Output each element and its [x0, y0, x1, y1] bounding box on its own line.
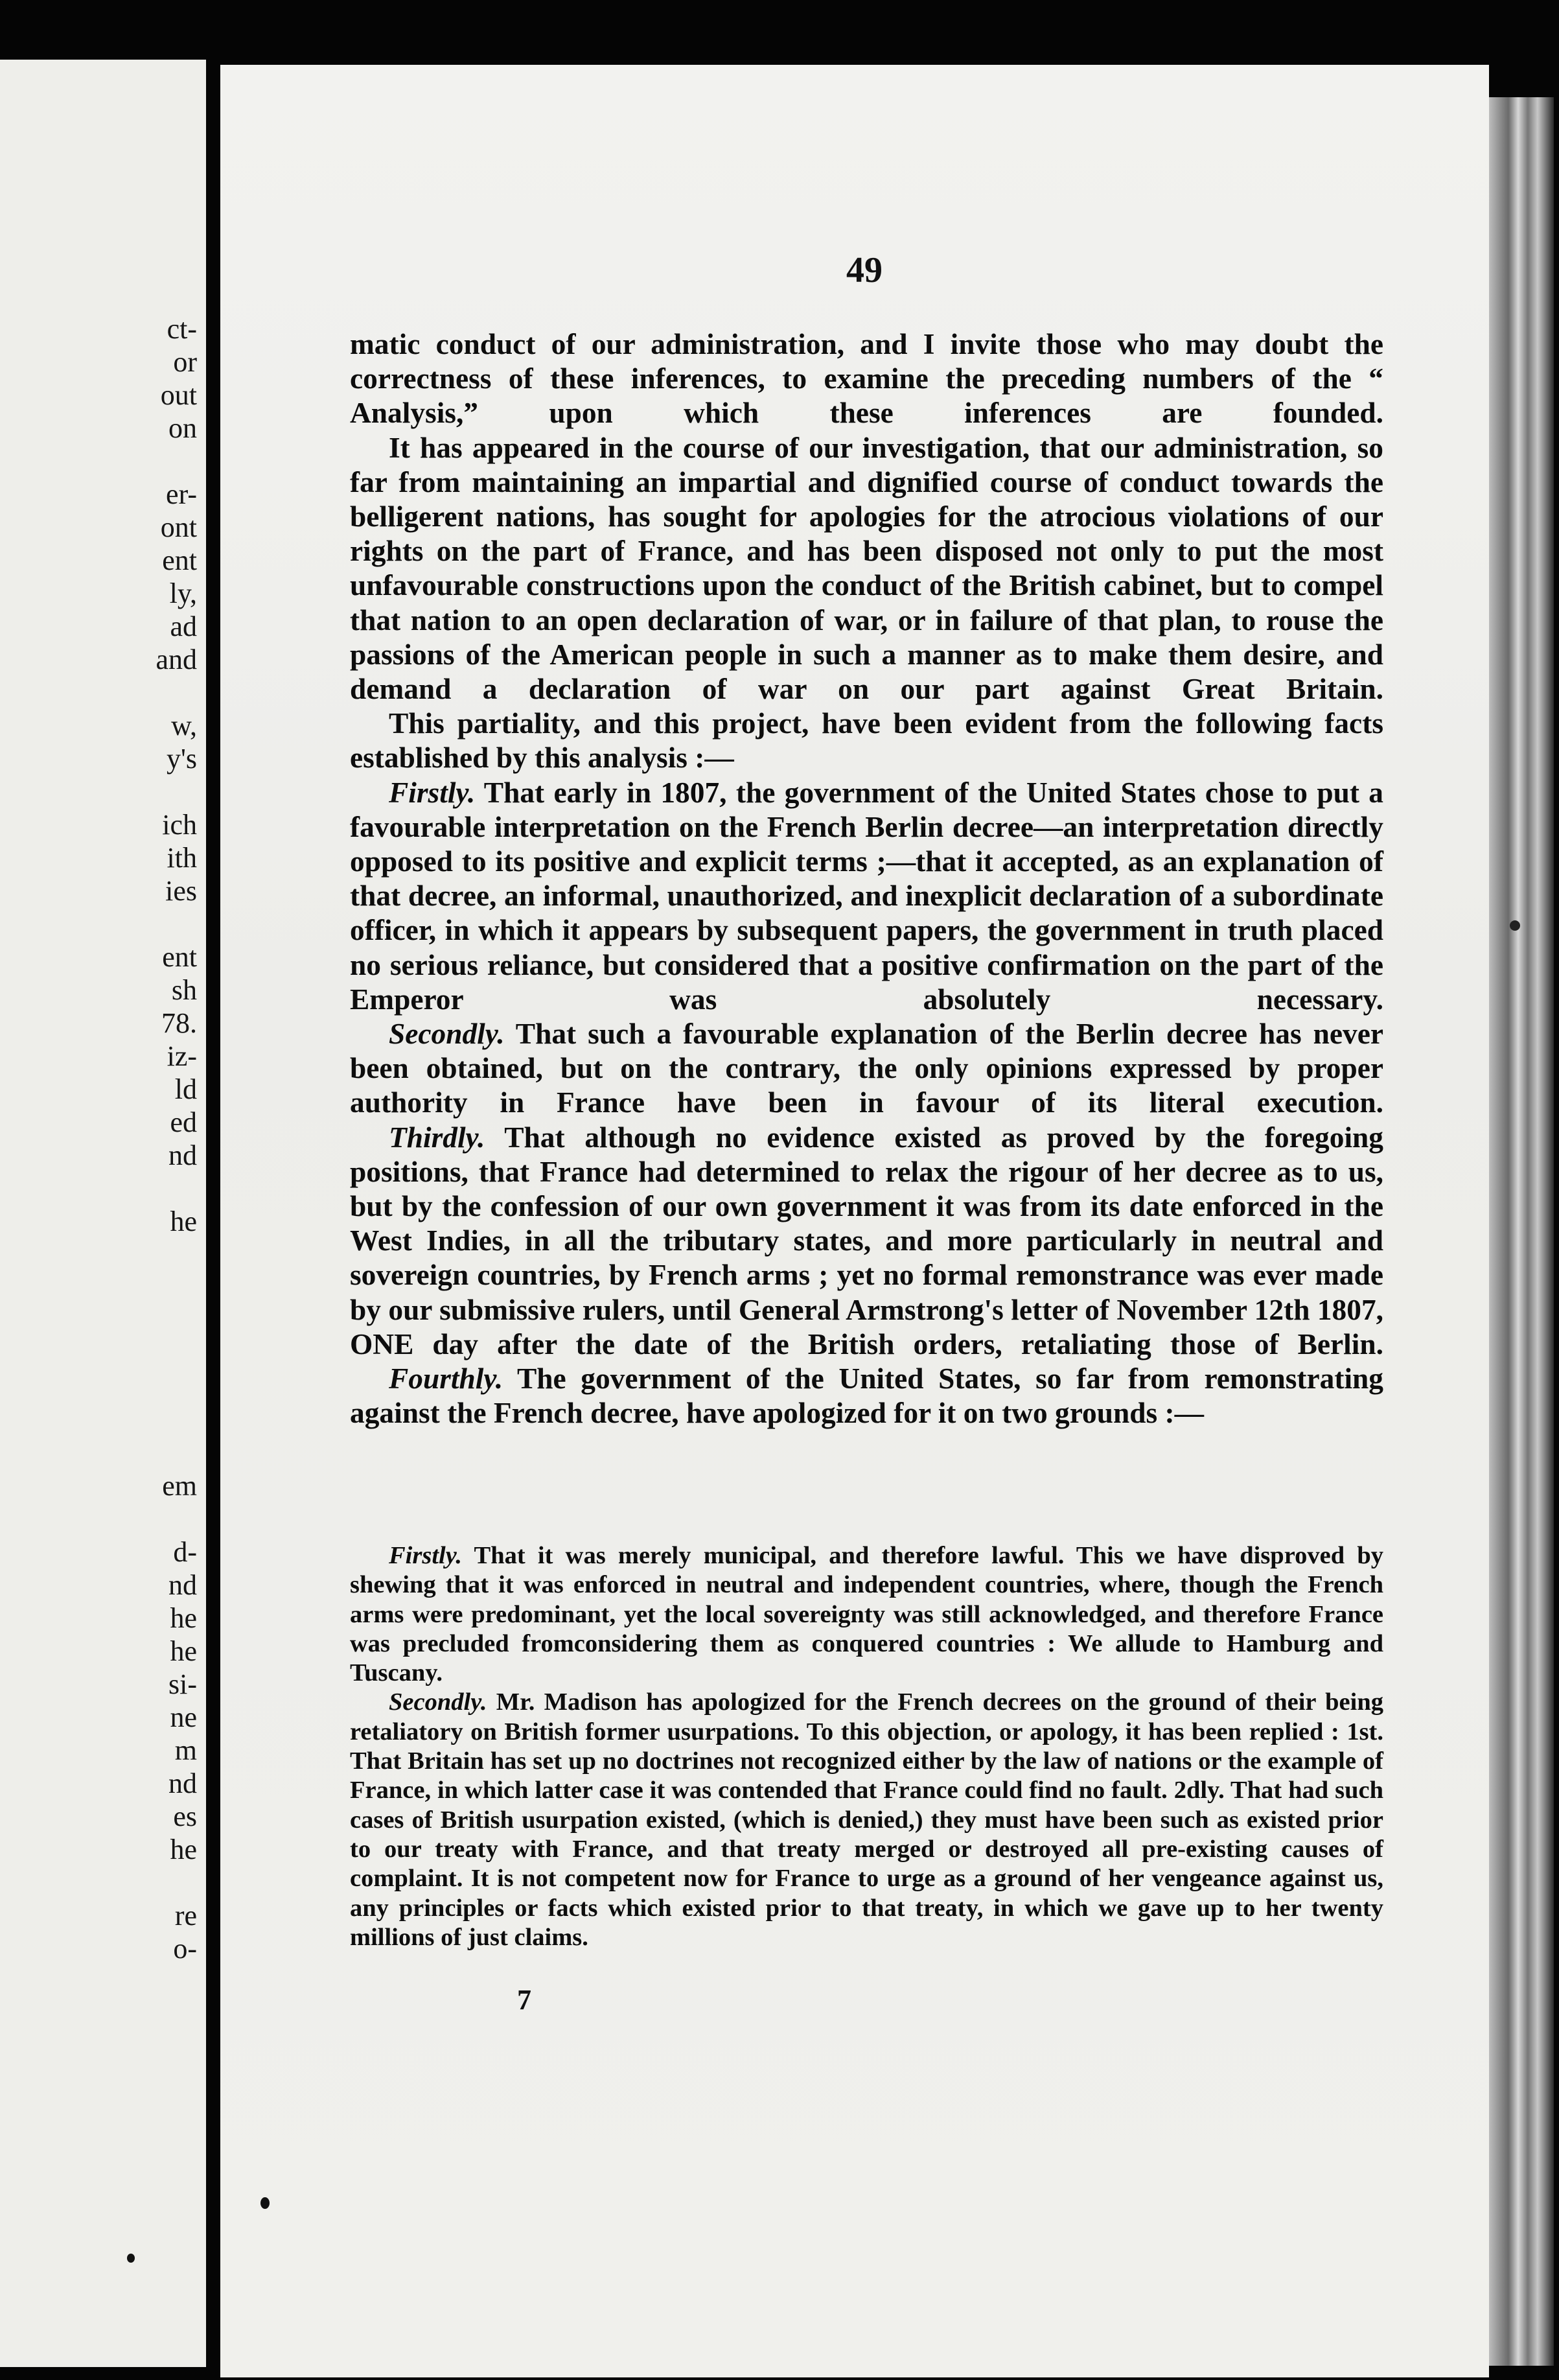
numbered-point [350, 1017, 1383, 1121]
facing-line-fragment: ont [160, 511, 197, 543]
facing-line-fragment: sh [171, 974, 197, 1006]
facing-line-fragment: ld [174, 1073, 197, 1105]
footnote-block [350, 1541, 1383, 1952]
facing-line-fragment: he [170, 1602, 197, 1634]
binding-mark [1510, 920, 1520, 931]
facing-line-fragment: d- [173, 1536, 197, 1568]
facing-line-fragment: ith [167, 842, 197, 874]
facing-line-fragment: o- [173, 1933, 197, 1965]
facing-line-fragment [93, 1370, 197, 1403]
facing-line-fragment: ent [162, 544, 197, 576]
page-number: 49 [846, 250, 883, 290]
footnote-text: That it was merely municipal, and therefore lawful. This we have disproved by shewing that it was enforced in neutral and independent countries, where, though the French arms were predominant, yet the local sovereignty was still acknowledged, and therefore France was precluded fromconsidering them as conquered countries : We allude to Hamburg and Tuscany. [350, 1542, 1383, 1687]
facing-line-fragment: es [173, 1801, 197, 1832]
numbered-point [350, 1362, 1383, 1430]
footnote [350, 1688, 1383, 1952]
facing-line-fragment: y's [166, 743, 197, 775]
facing-line-fragment [93, 1502, 197, 1535]
facing-line-fragment: ne [170, 1701, 197, 1733]
facing-line-fragment [93, 1436, 197, 1469]
facing-line-fragment: nd [168, 1768, 197, 1799]
paragraph: It has appeared in the course of our investigation, that our administration, so far from maintaining an impartial and dignified course of conduct towards the belligerent nations, has sought for apologies for the atrocious violations of our rights on the part of France, and has been disposed not only to put the most unfavourable constructions upon the conduct of the British cabinet, but to compel that nation to an open declaration of war, or in failure of that plan, to rouse the passions of the American people in such a manner as to make them desire, and demand a declaration of war on our part against Great Britain. [350, 431, 1383, 706]
facing-line-fragment: he [170, 1834, 197, 1865]
facing-line-fragment: nd [168, 1569, 197, 1601]
facing-line-fragment: he [170, 1206, 197, 1237]
numbered-point [350, 776, 1383, 1017]
facing-line-fragment: he [170, 1635, 197, 1667]
page-edge [1489, 97, 1554, 2366]
point-text: That early in 1807, the government of the United States chose to put a favourable interpretation on the French Berlin decree—an interpretation directly opposed to its positive and explicit terms ;—that it accepted, as an explanation of that decree, an informal, unauthorized, and inexplicit declaration of a subordinate officer, in which it appears by subsequent papers, the government in truth placed no serious reliance, but considered that a positive confirmation on the part of the Emperor was absolutely necessary. [350, 776, 1383, 1016]
facing-line-fragment: ich [162, 809, 197, 841]
facing-line-fragment [93, 1304, 197, 1337]
facing-line-fragment: re [174, 1900, 197, 1931]
facing-line-fragment: si- [168, 1668, 197, 1700]
facing-line-fragment: 78. [161, 1007, 197, 1039]
facing-line-fragment: ad [170, 611, 197, 642]
facing-line-fragment: em [162, 1470, 197, 1502]
facing-line-fragment: nd [168, 1139, 197, 1171]
point-text: That such a favourable explanation of the Berlin decree has never been obtained, but on the contrary, the only opinions expressed by proper authority in France have been in favour of its literal execution. [350, 1018, 1384, 1119]
main-text [350, 327, 1383, 1431]
facing-line-fragment: ed [170, 1106, 197, 1138]
facing-line-fragment [93, 1172, 197, 1205]
numbered-point [350, 1121, 1383, 1362]
facing-line-fragment [93, 676, 197, 709]
footnote [350, 1541, 1383, 1688]
facing-line-fragment: and [156, 644, 197, 675]
footnote-lead: Firstly. [389, 1542, 463, 1569]
facing-line-fragment: m [174, 1734, 197, 1766]
facing-line-fragment: ly, [169, 578, 197, 609]
point-lead: Firstly. [389, 776, 476, 809]
footnote-text: Mr. Madison has apologized for the French decrees on the ground of their being retaliatory on British former usurpations. To this objection, or apology, it has been replied : 1st. That Britain has set up no doctrines not recognized either by the law of nations or the example of France, in which latter case it was contended that France could find no fault. 2dly. That had such cases of British usurpation existed, (which is denied,) they must have been such as existed prior to our treaty with France, and that treaty merged or destroyed all pre-existing causes of complaint. It is not competent now for France to urge as a ground of her vengeance against us, any principles or facts which existed prior to that treaty, in which we gave up to her twenty millions of just claims. [350, 1688, 1383, 1951]
facing-line-fragment: w, [171, 710, 197, 741]
point-text: That although no evidence existed as proved by the foregoing positions, that France had determined to relax the rigour of her decree as to us, but by the confession of our own government it was from its date enforced in the West Indies, in all the tributary states, and more particularly in neutral and sovereign countries, by French arms ; yet no formal remonstrance was ever made by our submissive rulers, until General Armstrong's letter of November 12th 1807, ONE day after the date of the British orders, retaliating those of Berlin. [350, 1121, 1383, 1360]
point-lead: Secondly. [389, 1018, 505, 1051]
facing-line-fragment: or [173, 346, 197, 378]
paragraph: This partiality, and this project, have been evident from the following facts established by this analysis :— [350, 707, 1383, 775]
facing-line-fragment: ent [162, 941, 197, 973]
point-lead: Fourthly. [389, 1362, 503, 1395]
facing-line-fragment: er- [166, 478, 197, 510]
facing-line-fragment: out [160, 379, 197, 411]
paragraph: matic conduct of our administration, and I invite those who may doubt the correctness of these inferences, to examine the preceding numbers of the “ Analysis,” upon which these inferences are founded. [350, 328, 1383, 430]
facing-line-fragment [93, 1271, 197, 1304]
point-lead: Thirdly. [389, 1121, 485, 1154]
point-text: The government of the United States, so far from remonstrating against the French decree, have apologized for it on two grounds :— [350, 1362, 1383, 1430]
facing-line-fragment [93, 907, 197, 940]
facing-line-fragment [93, 775, 197, 808]
facing-page [0, 60, 206, 2367]
facing-line-fragment [93, 445, 197, 478]
facing-line-fragment [93, 1238, 197, 1271]
ink-mark [127, 2254, 135, 2263]
facing-line-fragment [93, 1866, 197, 1899]
footnote-lead: Secondly. [389, 1688, 487, 1716]
signature-mark: 7 [517, 1984, 531, 2016]
facing-line-fragment: ies [165, 875, 197, 907]
facing-line-fragment: ct- [167, 313, 197, 345]
facing-line-fragment [93, 1337, 197, 1370]
facing-page-line-ends [93, 312, 197, 1965]
facing-line-fragment [93, 1403, 197, 1436]
facing-line-fragment: on [168, 412, 197, 444]
ink-dot [260, 2197, 270, 2209]
facing-line-fragment: iz- [167, 1040, 197, 1072]
